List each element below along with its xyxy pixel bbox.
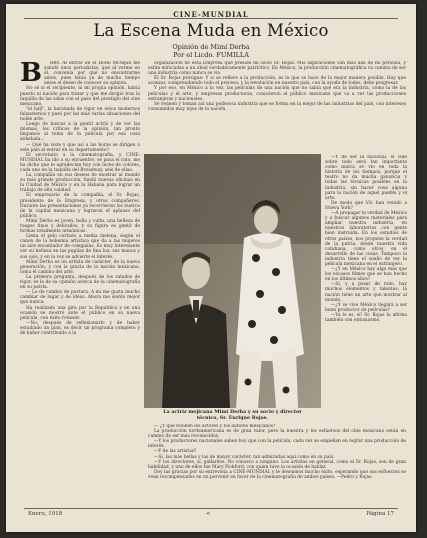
paragraph: La compañía en sus deseos de mostrar al mundo su más grande producción, fundó nuevas oficinas en la Ciudad de México y en la Habana para lograr un trabajo de alta calidad. bbox=[20, 173, 140, 194]
footer-date: Enero, 1918 bbox=[28, 511, 63, 517]
masthead: CINE-MUNDIAL bbox=[173, 10, 249, 19]
paragraph: — ¿Y qué reciben los actores y los autores mexicanos? bbox=[154, 424, 276, 429]
paragraph: —Y de las artistas? bbox=[154, 449, 197, 455]
paragraph: Ha realizado una gira por la República y en una ocasión se mostró ante el público en su nueva película, con éxito rotundo. bbox=[20, 305, 140, 321]
paragraph: RRY. Al entrar en el Hotel McAlpin me saludó unos periodistas, que al verme en él, convenía por qué no encontrarme antes, pues tenía ya de mucho tiempo antes el deseo de conocer su opinión. bbox=[43, 61, 140, 87]
paragraph: "el hall", la baraúnda de rigor en estos modernos falansterios y pasó por las más varias situaciones del noble arte. bbox=[20, 106, 140, 123]
paragraph: Se reúnen y toman así una poderosa industria que se forma en la mejor de las industrias del país, con intereses consumidos muy lejos de la nación. bbox=[148, 101, 406, 112]
paragraph: El Sr. Rojas prosigue: Y si se refiere a la producción, es la que se hace de la mejor manera posible. Hay que avanzar, comprendiendo todo el proceso, y la revolución en nuestro país, con la ayuda de todos, debe progresar. bbox=[148, 76, 406, 87]
paragraph: El secretario a la cinematografía, y CINE-MUNDIAL ha ido a su encuentro, se pasa el rato, me ha dicho que le agradecían hoy con luces de colores, cada uno en la taquilla del Broadway, seis de ellas. bbox=[20, 152, 140, 173]
footer-page-number: Página 17 bbox=[366, 511, 394, 517]
paragraph: — Qué ha viste y que así a las horas se dirigen a este país al entrar en su departamento? bbox=[20, 142, 140, 153]
paragraph: Mimí Derba es joven, bella y culta, una belleza de rasgos finos y delicados, y su figura es gentil de formas totalmente armónicas. bbox=[20, 218, 140, 235]
paragraph: Y por eso, en México a la vez, las películas de una nación que no sabía qué era la industria, como la de las películas y el arte, y empresas productoras, conocieron el público mexicano que va a ver las producciones extranjeras y nacionales. bbox=[148, 86, 406, 102]
paragraph: La primera pregunta, después de los saludos de rigor, es la de su opinión acerca de la cinematografía en su patria. bbox=[20, 274, 140, 291]
paragraph: No sé si el recipiente, ni mi propia opinión, había puesto ni nacido para tratar y que me dirigió tras la taquilla de las salas con el paso del prestigio del cine mexicano. bbox=[20, 86, 140, 107]
paragraph: —A propagar la verdad de México y a buscar algunos materiales para ampliar nuestra industria, en nuestros laboratorios con gente bien instruida. En los estudios de otros países, nos propone la verdad de la patria: desde nuestra vida cotidiana, como otros, en el desarrollo de las cosas. Tampoco la industria tiene el sueño de ver la película mexicana en el extranjero. bbox=[325, 211, 407, 267]
article-title: La Escena Muda en México bbox=[93, 21, 329, 40]
paragraph: Mimí Derba es un artista de carácter, de la nueva generación, y con la gracia de la nación mexicana, toma el camino del arte. bbox=[20, 259, 140, 275]
right-text-column-bottom bbox=[148, 424, 406, 508]
magazine-page bbox=[6, 4, 416, 532]
paragraph: De modo que Vd. han venido a Nueva York? bbox=[325, 200, 407, 211]
byline-opinion: Opinión de Mimí Derba bbox=[172, 43, 250, 51]
article-byline bbox=[6, 43, 416, 59]
drop-cap: B bbox=[20, 61, 42, 88]
paragraph: La producción norteamericana es de gran valor, pero la nuestra y los esfuerzos del cine mexicano están en camino de ser más reconocidos. bbox=[148, 429, 406, 440]
footer-mark: < bbox=[206, 511, 211, 517]
paragraph: —Sí, las más bellas y las de mayor carácter, tan admiradas aquí como en su país. bbox=[154, 454, 335, 460]
right-text-column-narrow bbox=[325, 155, 407, 409]
paragraph: El empresario de la compañía, el Sr. Rojas, presidente de la Empresa, y otros compañeros. Durante las presentaciones ya recorrieron los teatros de la capital mexicana y lograron el aplauso del público. bbox=[20, 193, 140, 219]
paragraph: —¿Y en México hay algo más que los escasos filmes que se han hecho en los últimos años? bbox=[325, 267, 407, 283]
paragraph: organización de esta Empresa que preside mi socio Sr. Rojas. Mis aspiraciones van más allá de mi persona, y están enfocadas a un ideal verdaderamente patriótico. En México, la producción cinematográfica va camino de ser una industria como nunca se vio. bbox=[148, 61, 406, 77]
caption-line-2: técnico, Sr. Enrique Rojas. bbox=[196, 415, 269, 421]
actors-photo-illustration bbox=[144, 154, 321, 408]
paragraph: Luego de buscar a la gentil actriz y de ver las mismas, los críticos de la opinión, tan pronto llegamos al tema de la película por esa cosa anhelada... bbox=[20, 122, 140, 143]
photo-caption bbox=[144, 409, 321, 421]
paragraph: Llena el pelo cortado a media melena, según el canon de la bohemia artística que da a las mujeres un aire encantador de colegialas. Es muy interesante ver su belleza en las pupilas de fina luz; sus manos y sus ojos, y en la voz se advierte el interés. bbox=[20, 234, 140, 260]
paragraph: —Y de ser la nacional, el cine sobre todo será tan importante como nunca se vio en toda la historia de los tiempos, porque el teatro no da mucha ganancia y todas las técnicas posibles en la industria, sin hacer cosa alguna para la nación de aquel pueblo y el arte. bbox=[325, 155, 407, 201]
actors-photo bbox=[144, 154, 321, 408]
paragraph: —Y los productores nacionales saben hoy que con la película, cada vez se empeñan en lograr una producción de interés. bbox=[148, 439, 406, 450]
paragraph: —Ya lo es, sí! Sr. Rojas lo afirma también con entusiasmo. bbox=[325, 312, 407, 323]
masthead-rule bbox=[24, 18, 398, 19]
left-text-column bbox=[20, 61, 140, 507]
caption-line-1: La actriz mejicana Mimí Derba y su socio y director bbox=[163, 409, 302, 415]
paragraph: —No; después de reflexionarlo y de haber estudiado un plan, es decir un programa completo y de haber contribuido a la bbox=[20, 320, 140, 336]
footer-rule bbox=[24, 508, 398, 509]
paragraph: —Sí, y a pesar de todo, hay muchos elementos y talentos; la nación tiene un arte que mostrar al mundo. bbox=[325, 282, 407, 303]
paragraph: —Y los directores, sí, gallardos. No conozco a ninguno. Los artistas en general, como el Sr. Rojas, son de gran habilidad, y uno de ellos fue Mary Pickford, con quien tuve la ocasión de hablar. bbox=[148, 459, 406, 470]
byline-author: Por el Licdo. FUMILLA bbox=[173, 51, 249, 59]
paragraph: —¿Y se vive México llegará a ser buen productor de películas? bbox=[325, 302, 407, 313]
right-text-column-top bbox=[148, 61, 406, 153]
paragraph: Doy las gracias por su entrevista a CINE-MUNDIAL y le deseamos mucho éxito, esperando que sus esfuerzos se vean recompensados en un porvenir en favor de la cinematografía de ambos países. —Pedro y Rojas. bbox=[148, 469, 406, 480]
paragraph: — Lo de cambio de postura. A mí me gusta mucho cambiar de lugar y de ideas. Ahora me siento mejor que nunca. bbox=[20, 290, 140, 306]
